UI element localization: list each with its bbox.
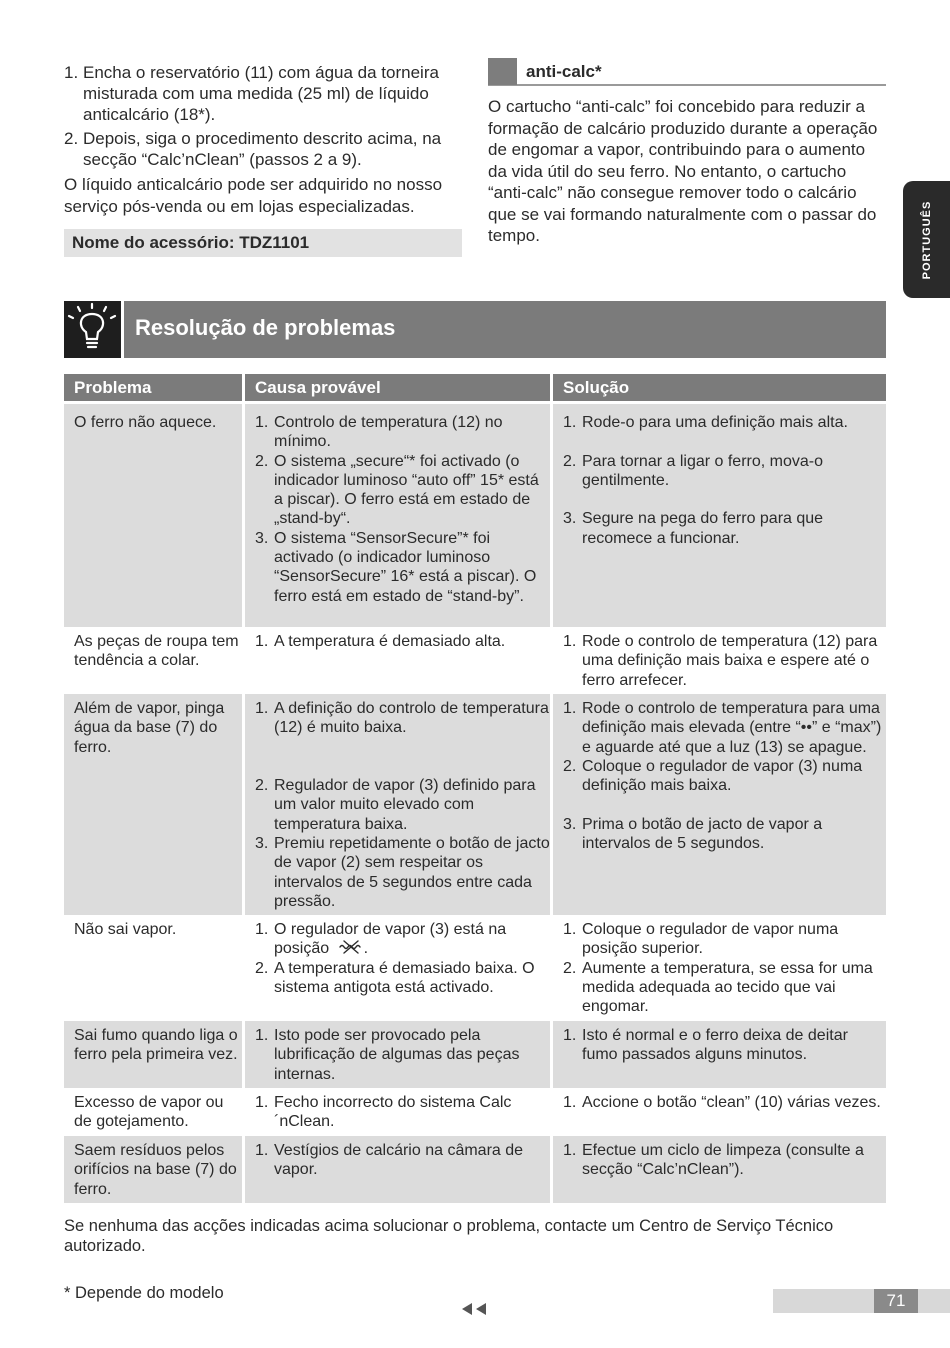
list-item: 3. Segure na pega do ferro para que recomece a funcionar. (563, 510, 824, 547)
list-item: 1. O regulador de vapor (3) está na posição . (255, 921, 507, 958)
solution-cell (553, 694, 886, 915)
list-item: 1. Fecho incorrecto do sistema Calc´nClean. (255, 1094, 512, 1131)
anticalc-liquid-note: O líquido anticalcário pode ser adquirido no nosso serviço pós-venda ou em lojas especializadas. (64, 175, 443, 216)
service-note: Se nenhuma das acções indicadas acima solucionar o problema, contacte um Centro de Serviço Técnico autorizado. (64, 1217, 834, 1255)
list-item: 1. Rode o controlo de temperatura (12) para uma definição mais baixa e espere até o ferro arrefecer. (563, 633, 878, 689)
language-tab (903, 181, 950, 298)
problem-cell: Não sai vapor. (74, 921, 177, 938)
cause-cell (245, 694, 550, 915)
list-item: 2. A temperatura é demasiado baixa. O sistema antigota está activado. (255, 959, 535, 996)
list-item: 2. Aumente a temperatura, se essa for uma medida adequada ao tecido que vai engomar. (563, 959, 873, 1016)
table-row (64, 627, 886, 694)
table-header (64, 374, 886, 401)
list-item: 3. Prima o botão de jacto de vapor a intervalos de 5 segundos. (563, 815, 823, 853)
lightbulb-icon (64, 301, 121, 358)
solution-cell (553, 1021, 886, 1088)
header-cause: Causa provável (245, 374, 550, 401)
list-item: 2. Regulador de vapor (3) definido para um valor muito elevado com temperatura baixa. (255, 777, 536, 833)
table-row (64, 1088, 886, 1136)
problem-cell: As peças de roupa tem tendência a colar. (74, 633, 239, 670)
list-item: 3. O sistema “SensorSecure”* foi activado (o indicador luminoso “SensorSecure” 16* está a piscar). O ferro está em estado de “stand-by”. (255, 529, 537, 605)
problem-cell: O ferro não aquece. (74, 414, 217, 431)
list-item: 1. Vestígios de calcário na câmara de vapor. (255, 1142, 524, 1179)
list-item: 1. Isto é normal e o ferro deixa de deitar fumo passados alguns minutos. (563, 1027, 848, 1064)
step-item: 2. Depois, siga o procedimento descrito acima, na secção “Calc’nClean” (passos 2 a 9). (64, 129, 442, 169)
table-row (64, 694, 886, 915)
step-item: 1. Encha o reservatório (11) com água da torneira misturada com uma medida (25 ml) de líquido anticalcário (18*). (64, 63, 439, 124)
header-solution: Solução (553, 374, 886, 401)
cause-cell (245, 1021, 550, 1088)
solution-cell (553, 404, 886, 627)
list-item: 2. O sistema „secure“* foi activado (o indicador luminoso “auto off” 15* está a piscar). O ferro está em estado de „stand-by“. (255, 452, 539, 528)
cause-cell (245, 915, 550, 1021)
anticalc-header (488, 57, 886, 86)
list-item: 1. Coloque o regulador de vapor numa posição superior. (563, 921, 839, 958)
solution-cell (553, 1088, 886, 1136)
footnote: * Depende do modelo (64, 1284, 224, 1302)
list-item: 1. Rode o controlo de temperatura para uma definição mais elevada (entre “••” e “max”) e aguarde até que a luz (13) se apague. (563, 700, 882, 756)
list-item: 1. Efectue um ciclo de limpeza (consulte a secção “Calc’nClean”). (563, 1142, 864, 1179)
list-item: 1. A temperatura é demasiado alta. (255, 633, 506, 650)
table-row (64, 404, 886, 627)
list-item: 2. Coloque o regulador de vapor (3) numa definição mais baixa. (563, 757, 863, 795)
list-item: 1. Isto pode ser provocado pela lubrificação de algumas das peças internas. (255, 1027, 520, 1083)
cause-cell (245, 627, 550, 694)
refill-steps (64, 62, 464, 173)
cause-cell (245, 404, 550, 627)
problem-cell: Excesso de vapor ou de gotejamento. (74, 1094, 224, 1131)
header-problem: Problema (64, 374, 242, 401)
cause-cell (245, 1136, 550, 1203)
solution-cell (553, 915, 886, 1021)
accessory-name: Nome do acessório: TDZ1101 (72, 233, 310, 252)
problem-cell: Além de vapor, pinga água da base (7) do ferro. (74, 700, 225, 756)
section-title: Resolução de problemas (135, 315, 396, 340)
table-row (64, 1021, 886, 1088)
page-number-bar (773, 1289, 950, 1313)
problem-cell: Saem resíduos pelos orifícios na base (7) do ferro. (74, 1142, 237, 1198)
anticalc-text: O cartucho “anti-calc” foi concebido para reduzir a formação de calcário produzido durante a operação de engomar a vapor, contribuindo para o aumento da vida útil do seu ferro. No entanto, o cartucho “anti-calc” não consegue remover todo o calcário que se vai formando naturalmente com o passar do tempo. (488, 97, 878, 245)
list-item: 1. A definição do controlo de temperatura (12) é muito baixa. (255, 700, 549, 737)
page-number: 71 (874, 1289, 918, 1313)
table-row (64, 915, 886, 1021)
table-row (64, 1136, 886, 1203)
language-tab-label: PORTUGUÊS (920, 200, 933, 279)
previous-page-icon[interactable] (460, 1301, 490, 1323)
cause-cell (245, 1088, 550, 1136)
accessory-box (64, 229, 462, 257)
list-item: 2. Para tornar a ligar o ferro, mova-o gentilmente. (563, 452, 823, 489)
list-item: 1. Rode-o para uma definição mais alta. (563, 414, 848, 431)
list-item: 1. Controlo de temperatura (12) no mínimo. (255, 414, 503, 451)
solution-cell (553, 1136, 886, 1203)
problem-cell: Sai fumo quando liga o ferro pela primeira vez. (74, 1027, 238, 1064)
section-header (124, 301, 886, 358)
list-item: 1. Accione o botão “clean” (10) várias vezes. (563, 1094, 881, 1111)
section-marker (488, 58, 517, 85)
anticalc-title: anti-calc* (526, 62, 602, 81)
no-steam-icon (338, 939, 364, 955)
solution-cell (553, 627, 886, 694)
list-item: 3. Premiu repetidamente o botão de jacto de vapor (2) sem respeitar os intervalos de 5 segundos entre cada pressão. (255, 835, 550, 910)
